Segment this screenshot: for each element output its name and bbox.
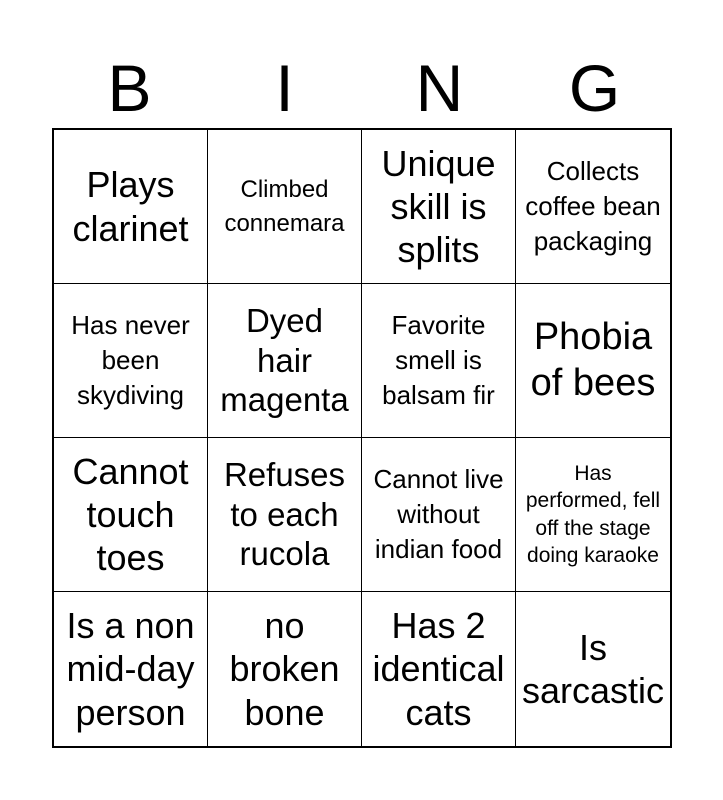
bingo-cell[interactable]: Collects coffee bean packaging xyxy=(516,130,670,284)
bingo-cell[interactable]: Is sarcastic xyxy=(521,626,665,711)
header-letter-b: B xyxy=(107,51,152,125)
bingo-header xyxy=(52,52,672,124)
bingo-cell[interactable]: Has performed, fell off the stage doing karaoke xyxy=(516,438,670,592)
bingo-cell[interactable]: Phobia of bees xyxy=(516,284,670,438)
bingo-cell[interactable]: no broken bone xyxy=(208,592,362,746)
bingo-cell[interactable]: Cannot live without indian food xyxy=(362,438,516,592)
bingo-cell[interactable]: Refuses to each rucola xyxy=(208,438,362,592)
header-letter-g: G xyxy=(568,51,621,125)
header-letter-i: I xyxy=(275,51,294,125)
bingo-cell[interactable]: Has 2 identical cats xyxy=(362,592,516,746)
bingo-cell[interactable]: Climbed connemara xyxy=(208,130,362,284)
header-letter-n: N xyxy=(415,51,464,125)
bingo-cell[interactable]: Has never been skydiving xyxy=(54,284,208,438)
bingo-cell[interactable]: Favorite smell is balsam fir xyxy=(362,284,516,438)
bingo-grid xyxy=(52,128,672,748)
bingo-cell[interactable]: Plays clarinet xyxy=(54,130,208,284)
bingo-cell[interactable]: Is a non mid-day person xyxy=(54,592,208,746)
bingo-cell[interactable]: Cannot touch toes xyxy=(54,438,208,592)
bingo-cell[interactable]: Unique skill is splits xyxy=(362,130,516,284)
bingo-cell[interactable]: Dyed hair magenta xyxy=(208,284,362,438)
